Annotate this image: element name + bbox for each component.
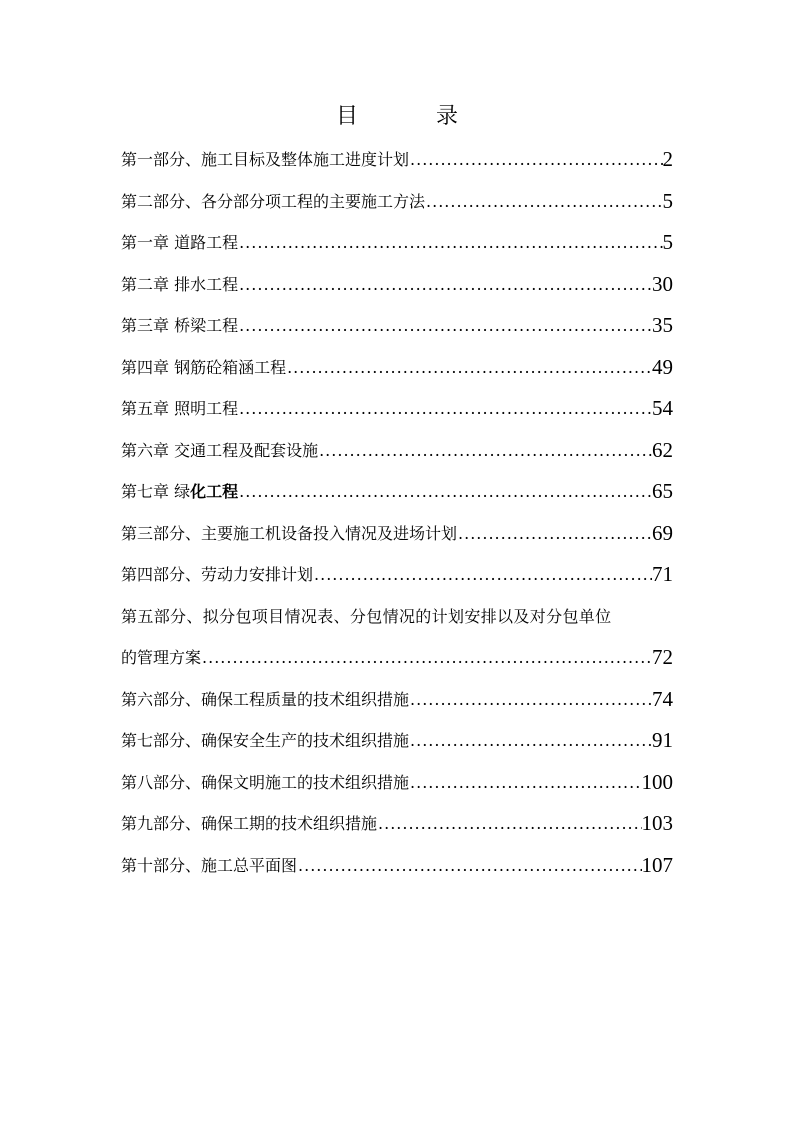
toc-entry-label: 第二章 排水工程 xyxy=(121,274,239,294)
toc-entry-label: 第六章 交通工程及配套设施 xyxy=(121,440,319,460)
dot-leader xyxy=(318,430,652,472)
toc-entry-page: 5 xyxy=(662,188,673,213)
toc-entry-page: 49 xyxy=(652,354,673,379)
toc-entry-label: 第四章 钢筋砼箱涵工程 xyxy=(121,357,287,377)
dot-leader xyxy=(409,139,662,181)
toc-entry-label-tail: 化工程 xyxy=(190,482,239,501)
toc-entry-part-3[interactable] xyxy=(121,513,673,555)
toc-entry-part-8[interactable] xyxy=(121,762,673,804)
toc-entry-label: 第四部分、劳动力安排计划 xyxy=(121,565,314,584)
toc-entry-label: 第八部分、确保文明施工的技术组织措施 xyxy=(121,772,410,792)
dot-leader xyxy=(457,513,652,555)
toc-entry-page: 30 xyxy=(652,271,673,296)
toc-entry-part-4[interactable] xyxy=(121,554,673,596)
toc-entry-page: 54 xyxy=(652,396,673,420)
dot-leader xyxy=(409,762,641,804)
toc-entry-part-10[interactable] xyxy=(121,845,673,887)
toc-entry-label: 第五部分、拟分包项目情况表、分包情况的计划安排以及对分包单位 xyxy=(121,606,612,626)
toc-entry-chapter-2[interactable] xyxy=(121,264,673,306)
toc-entry-page: 62 xyxy=(652,437,673,462)
dot-leader xyxy=(238,305,652,347)
toc-entry-label: 第十部分、施工总平面图 xyxy=(121,855,298,875)
toc-entry-chapter-3[interactable] xyxy=(121,305,673,347)
dot-leader xyxy=(238,222,662,264)
toc-entry-label: 第九部分、确保工期的技术组织措施 xyxy=(121,814,378,833)
toc-entry-chapter-1[interactable] xyxy=(121,222,673,264)
toc-entry-page: 69 xyxy=(652,520,673,545)
toc-entry-page: 91 xyxy=(652,728,673,752)
toc-entry-label: 第三部分、主要施工机设备投入情况及进场计划 xyxy=(121,523,458,543)
dot-leader xyxy=(377,803,641,845)
toc-entry-label: 第一部分、施工目标及整体施工进度计划 xyxy=(121,150,410,169)
toc-entry-label-head: 第七章 绿 xyxy=(121,482,191,501)
toc-entry-part-5-line-2[interactable] xyxy=(121,637,673,679)
dot-leader xyxy=(409,679,652,721)
toc-entry-label: 第二部分、各分部分项工程的主要施工方法 xyxy=(121,191,426,211)
toc-entry-chapter-7[interactable] xyxy=(121,471,673,513)
table-of-contents xyxy=(121,139,673,886)
toc-entry-page: 74 xyxy=(652,686,673,711)
toc-entry-label: 的管理方案 xyxy=(121,648,202,667)
dot-leader xyxy=(425,181,662,223)
toc-entry-page: 71 xyxy=(652,562,673,586)
toc-entry-label: 第七部分、确保安全生产的技术组织措施 xyxy=(121,731,410,750)
toc-entry-label xyxy=(121,471,238,513)
toc-entry-part-2[interactable] xyxy=(121,181,673,223)
toc-entry-page: 107 xyxy=(641,852,673,877)
toc-entry-label: 第三章 桥梁工程 xyxy=(121,316,239,335)
dot-leader xyxy=(238,264,652,306)
toc-entry-label: 第一章 道路工程 xyxy=(121,233,239,252)
toc-entry-chapter-6[interactable] xyxy=(121,430,673,472)
toc-entry-part-7[interactable] xyxy=(121,720,673,762)
dot-leader xyxy=(297,845,641,887)
toc-entry-page: 100 xyxy=(641,769,673,794)
toc-entry-chapter-4[interactable] xyxy=(121,347,673,389)
toc-entry-part-6[interactable] xyxy=(121,679,673,721)
dot-leader xyxy=(409,720,652,762)
toc-entry-page: 103 xyxy=(641,811,673,835)
dot-leader xyxy=(313,554,652,596)
toc-entry-page: 5 xyxy=(662,230,673,254)
toc-entry-page: 72 xyxy=(652,645,673,669)
toc-entry-label: 第五章 照明工程 xyxy=(121,399,239,418)
dot-leader xyxy=(238,471,652,513)
toc-entry-part-5-line-1[interactable] xyxy=(121,596,673,638)
toc-entry-part-9[interactable] xyxy=(121,803,673,845)
toc-entry-label: 第六部分、确保工程质量的技术组织措施 xyxy=(121,689,410,709)
dot-leader xyxy=(201,637,652,679)
toc-entry-page: 2 xyxy=(662,147,673,171)
toc-title: 目 录 xyxy=(335,104,486,129)
toc-entry-part-1[interactable] xyxy=(121,139,673,181)
toc-entry-chapter-5[interactable] xyxy=(121,388,673,430)
dot-leader xyxy=(286,347,652,389)
toc-entry-page: 35 xyxy=(652,313,673,337)
dot-leader xyxy=(238,388,652,430)
toc-entry-page: 65 xyxy=(652,479,673,503)
